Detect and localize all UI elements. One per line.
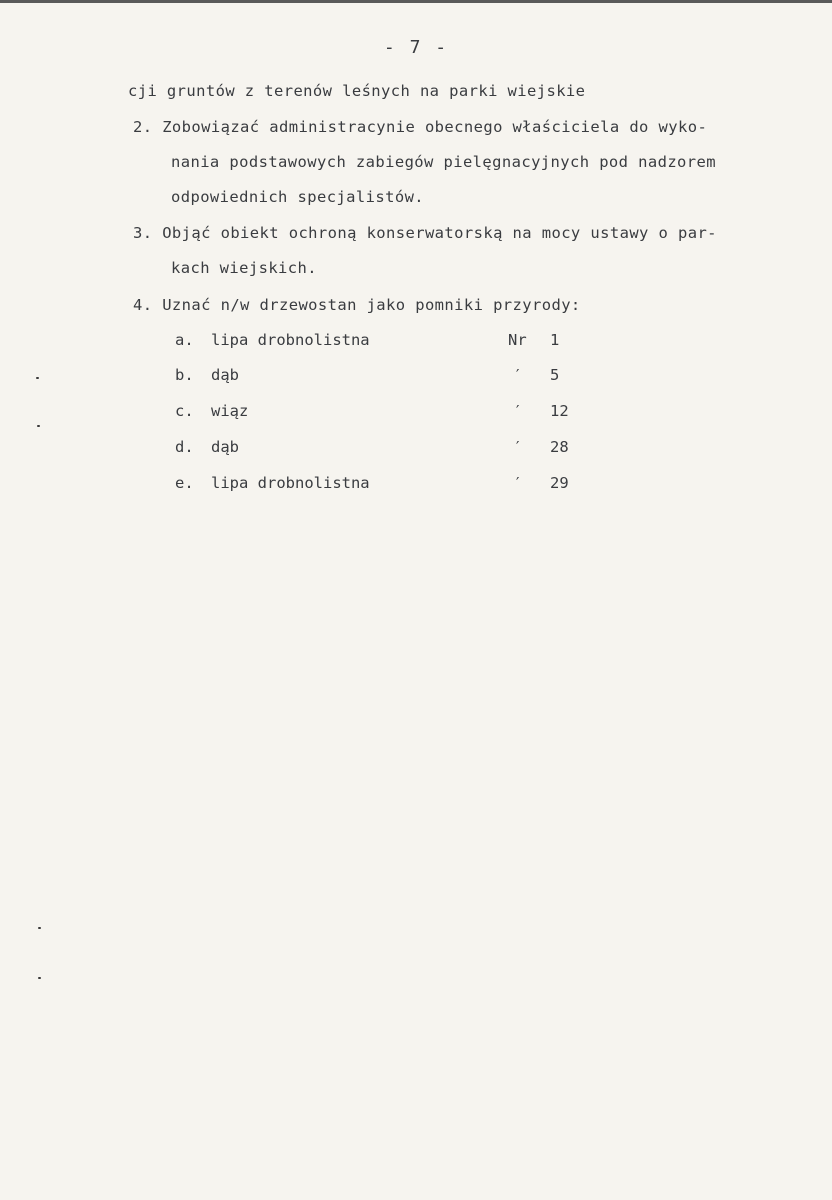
tree-item-letter: d. — [175, 438, 194, 456]
text-line-5: 3. Objąć obiekt ochroną konserwatorską na mocy ustawy o par- — [133, 224, 717, 242]
tree-item — [175, 438, 595, 460]
tree-item-number: 1 — [550, 331, 560, 349]
paper-speck — [36, 377, 39, 379]
paper-speck — [38, 927, 41, 929]
page-number: - 7 - — [383, 37, 449, 58]
tree-item-letter: c. — [175, 402, 194, 420]
text-line-4: odpowiednich specjalistów. — [171, 188, 425, 206]
paper-speck — [38, 977, 41, 979]
tree-item-number: 28 — [550, 438, 569, 456]
tree-item-name: lipa drobnolistna — [211, 474, 370, 492]
paper-speck — [37, 425, 40, 427]
tree-item-name: dąb — [211, 366, 239, 384]
tree-item-marker: ′ — [513, 438, 523, 456]
tree-item-marker: ′ — [513, 366, 523, 384]
tree-item — [175, 366, 595, 388]
text-line-1: cji gruntów z terenów leśnych na parki wiejskie — [128, 82, 586, 100]
text-line-3: nania podstawowych zabiegów pielęgnacyjnych pod nadzorem — [171, 153, 716, 171]
tree-item-name: dąb — [211, 438, 239, 456]
tree-item-letter: e. — [175, 474, 194, 492]
tree-item-letter: a. — [175, 331, 194, 349]
text-line-6: kach wiejskich. — [171, 259, 317, 277]
tree-item — [175, 402, 595, 424]
tree-item-marker: ′ — [513, 474, 523, 492]
tree-item-name: wiąz — [211, 402, 249, 420]
tree-item-marker: Nr — [508, 331, 527, 349]
tree-item-number: 29 — [550, 474, 569, 492]
tree-item-number: 5 — [550, 366, 560, 384]
tree-item-marker: ′ — [513, 402, 523, 420]
text-line-7: 4. Uznać n/w drzewostan jako pomniki przyrody: — [133, 296, 581, 314]
tree-item-letter: b. — [175, 366, 194, 384]
tree-item — [175, 474, 595, 496]
tree-item-number: 12 — [550, 402, 569, 420]
tree-item — [175, 331, 595, 353]
tree-item-name: lipa drobnolistna — [211, 331, 370, 349]
page-top-edge — [0, 0, 832, 3]
text-line-2: 2. Zobowiązać administracynie obecnego właściciela do wyko- — [133, 118, 708, 136]
